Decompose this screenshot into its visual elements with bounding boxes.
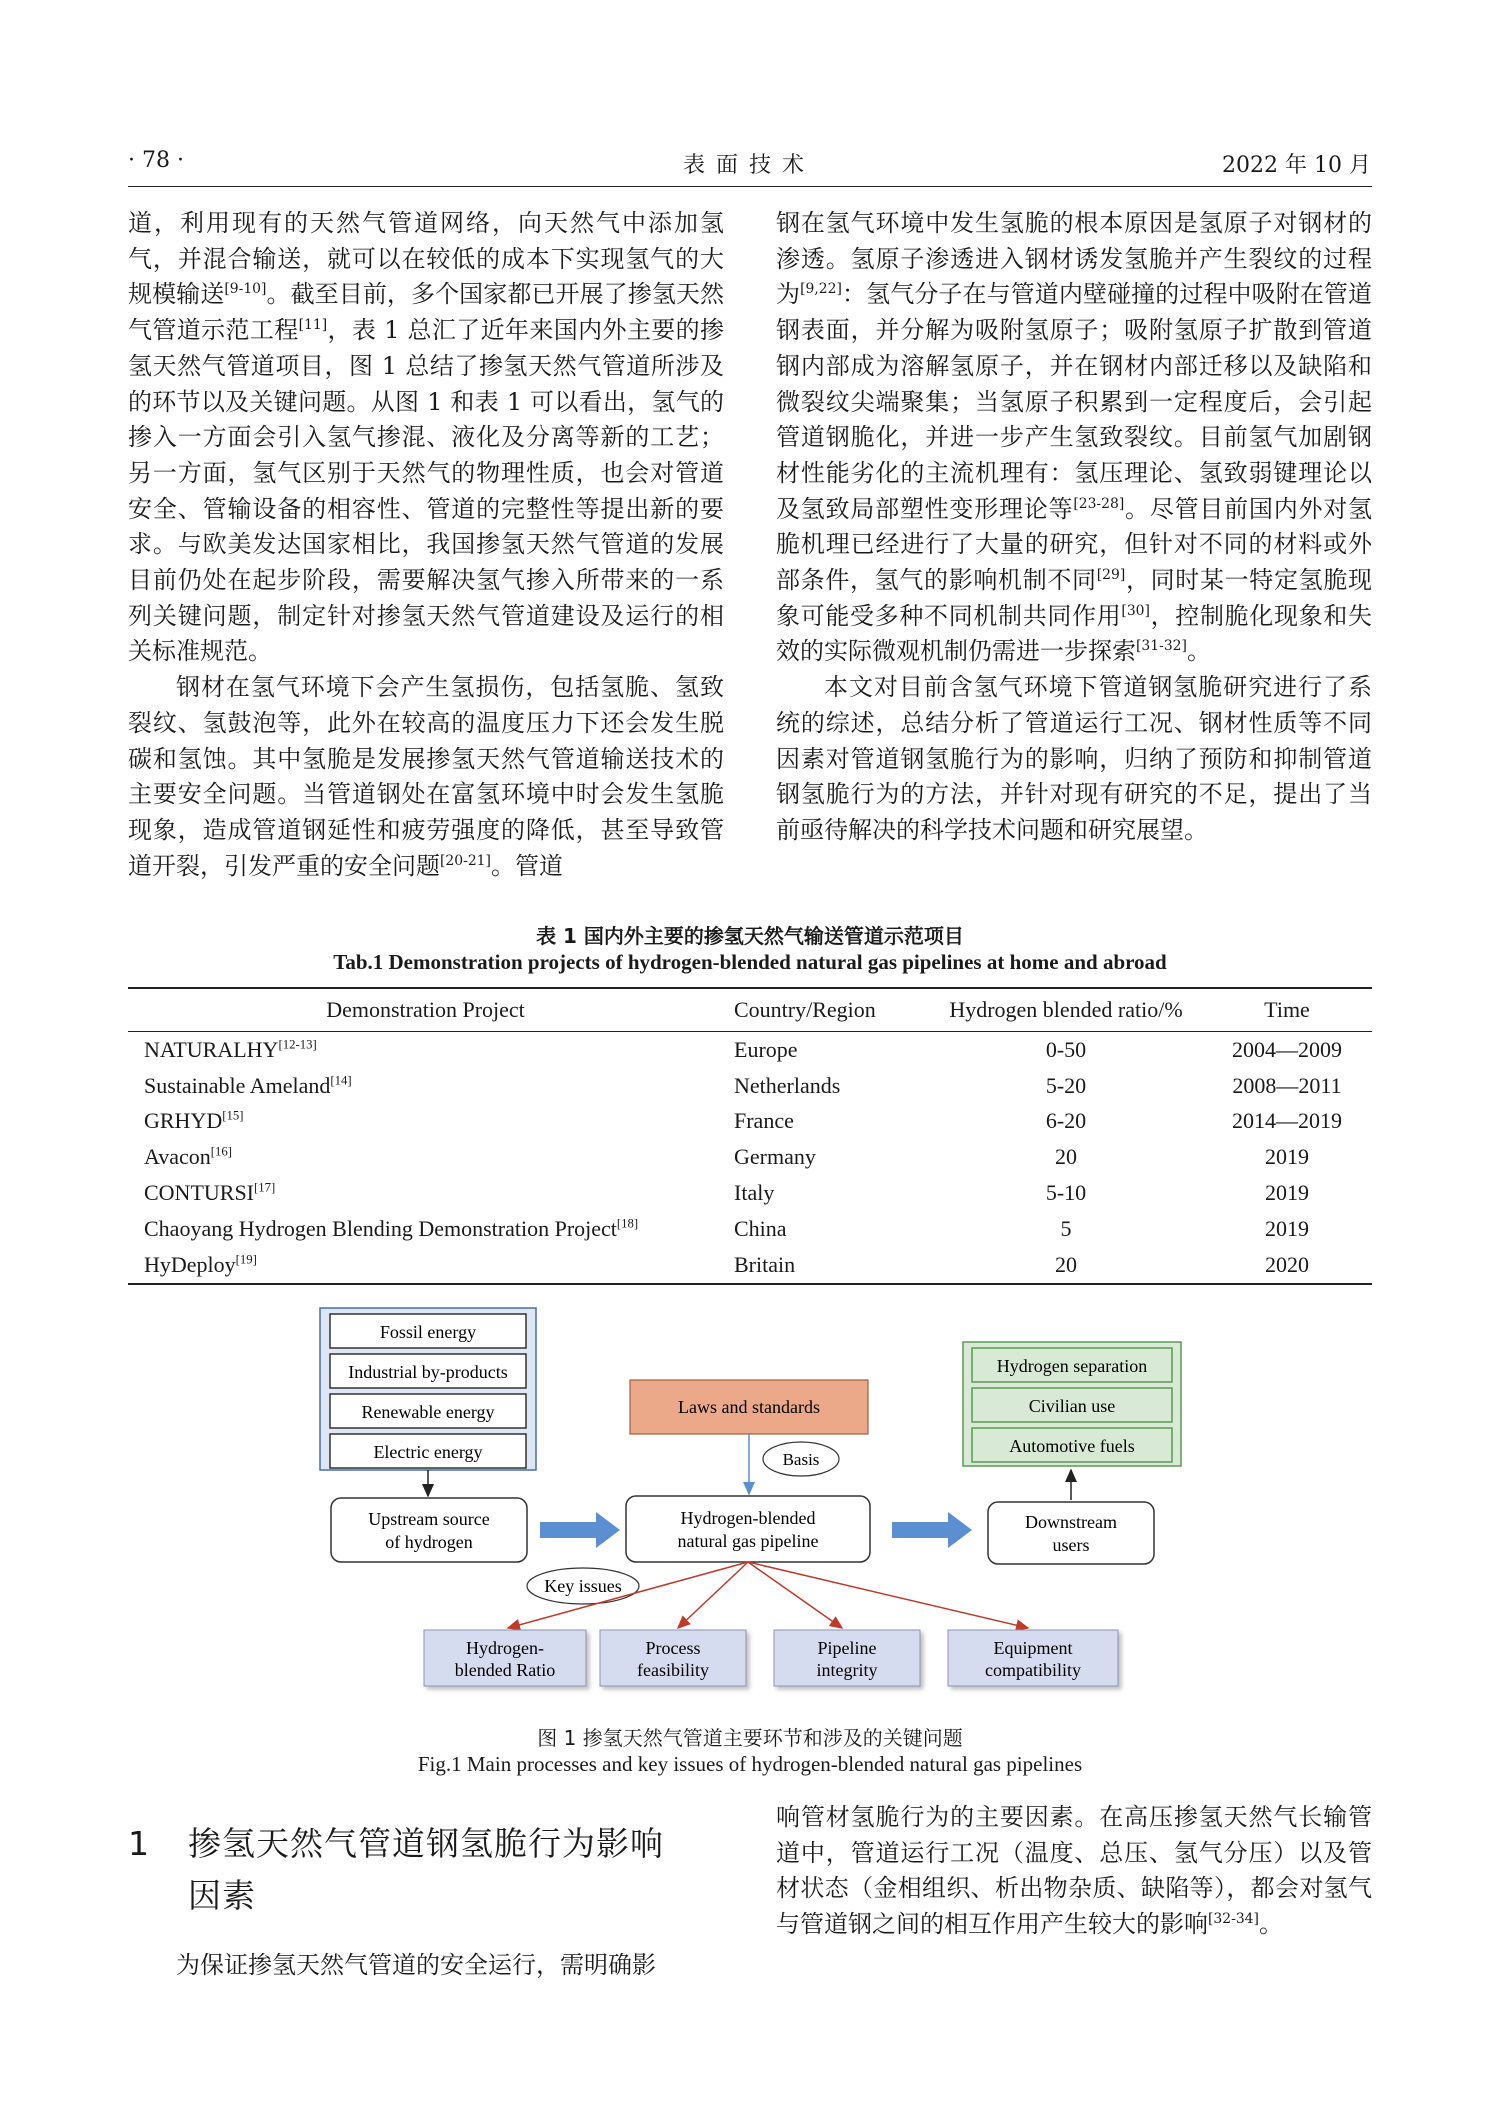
- cell-country: Netherlands: [734, 1072, 841, 1098]
- header-time: Time: [1202, 988, 1372, 1032]
- cell-ratio: 5-20: [1045, 1072, 1087, 1098]
- citation: [31-32]: [1136, 638, 1187, 655]
- issue-box: [948, 1630, 1118, 1686]
- svg-text:Renewable energy: Renewable energy: [361, 1402, 495, 1422]
- use-box: [972, 1428, 1172, 1462]
- left-column: [128, 206, 724, 884]
- source-box: [330, 1314, 526, 1348]
- citation: [11]: [298, 317, 328, 334]
- use-box: [972, 1388, 1172, 1422]
- citation: [29]: [1096, 567, 1126, 584]
- section-number: 1: [128, 1824, 149, 1863]
- section-right-text: 响管材氢脆行为的主要因素。在高压掺氢天然气长输管道中，管道运行工况（温度、总压、氢气分压）以及管材状态（金相组织、析出物杂质、缺陷等），都会对氢气与管道钢之间的相互作用产生较大的影响[32-34]。: [776, 1803, 1372, 1939]
- pipeline-box: [626, 1496, 870, 1562]
- citation: [30]: [1121, 602, 1150, 619]
- right-column: [776, 206, 1372, 849]
- right-para-2: 本文对目前含氢气环境下管道钢氢脆研究进行了系统的综述，总结分析了管道运行工况、钢材性质等不同因素对管道钢氢脆行为的影响，归纳了预防和抑制管道钢氢脆行为的方法，并针对现有研究的不足，提出了当前亟待解决的科学技术问题和研究展望。: [776, 673, 1372, 844]
- svg-text:of hydrogen: of hydrogen: [385, 1532, 473, 1552]
- issue-arrow: [748, 1562, 842, 1628]
- journal-title: 表 面 技 术: [683, 153, 806, 178]
- source-box: [330, 1354, 526, 1388]
- cell-country: China: [734, 1215, 787, 1241]
- source-box: [330, 1434, 526, 1468]
- cell-country: Germany: [734, 1144, 816, 1170]
- citation: [23-28]: [1073, 495, 1125, 512]
- cell-time: 2019: [1265, 1144, 1309, 1170]
- cell-project: GRHYD[15]: [144, 1108, 244, 1134]
- svg-text:blended Ratio: blended Ratio: [454, 1660, 556, 1680]
- svg-text:Hydrogen-: Hydrogen-: [466, 1638, 544, 1658]
- flow-arrow-right: [540, 1512, 620, 1548]
- svg-text:compatibility: compatibility: [985, 1660, 1081, 1680]
- figure-caption-cn: 图 1 掺氢天然气管道主要环节和涉及的关键问题: [537, 1726, 963, 1750]
- svg-text:Industrial by-products: Industrial by-products: [348, 1362, 508, 1382]
- cell-time: 2008—2011: [1232, 1072, 1342, 1098]
- cell-time: 2020: [1202, 1247, 1372, 1284]
- svg-text:feasibility: feasibility: [637, 1660, 709, 1680]
- svg-text:users: users: [1052, 1535, 1090, 1555]
- cell-project: Chaoyang Hydrogen Blending Demonstration Project[18]: [144, 1215, 639, 1241]
- svg-text:Pipeline: Pipeline: [817, 1638, 877, 1658]
- svg-text:Process: Process: [645, 1638, 701, 1658]
- svg-text:Laws and standards: Laws and standards: [678, 1397, 820, 1417]
- cell-time: 2019: [1265, 1180, 1309, 1206]
- basis-label: [763, 1442, 839, 1476]
- laws-box: [630, 1380, 868, 1434]
- downstream-box: [988, 1502, 1154, 1564]
- cell-project: Avacon[16]: [144, 1144, 233, 1170]
- cell-country: France: [734, 1108, 794, 1134]
- cell-project: CONTURSI[17]: [144, 1180, 276, 1206]
- page-number: · 78 ·: [128, 148, 184, 173]
- process-diagram: [128, 1290, 1372, 1720]
- cell-project: HyDeploy[19]: [128, 1247, 724, 1284]
- figure-caption-en: Fig.1 Main processes and key issues of hydrogen-blended natural gas pipelines: [417, 1752, 1083, 1776]
- svg-text:Hydrogen separation: Hydrogen separation: [996, 1356, 1148, 1376]
- header-ratio: Hydrogen blended ratio/%: [930, 988, 1202, 1032]
- header-project: Demonstration Project: [128, 988, 724, 1032]
- svg-text:Key issues: Key issues: [544, 1576, 622, 1596]
- flow-arrow-right: [892, 1512, 972, 1548]
- cell-time: 2019: [1265, 1215, 1309, 1241]
- issue-arrow: [748, 1562, 1028, 1628]
- right-para-1: 钢在氢气环境中发生氢脆的根本原因是氢原子对钢材的渗透。氢原子渗透进入钢材诱发氢脆并产生裂纹的过程为[9,22]：氢气分子在与管道内壁碰撞的过程中吸附在管道钢表面，并分解为吸附氢原子；吸附氢原子扩散到管道钢内部成为溶解氢原子，并在钢材内部迁移以及缺陷和微裂纹尖端聚集；当氢原子积累到一定程度后，会引起管道钢脆化，并进一步产生氢致裂纹。目前氢气加剧钢材性能劣化的主流机理有：氢压理论、氢致弱键理论以及氢致局部塑性变形理论等[23-28]。尽管目前国内外对氢脆机理已经进行了大量的研究，但针对不同的材料或外部条件，氢气的影响机制不同[29]，同时某一特定氢脆现象可能受多种不同机制共同作用[30]，控制脆化现象和失效的实际微观机制仍需进一步探索[31-32]。: [776, 209, 1373, 666]
- use-box: [972, 1348, 1172, 1382]
- citation: [9,22]: [800, 281, 842, 298]
- cell-country: Europe: [734, 1036, 798, 1062]
- issue-box: [424, 1630, 586, 1686]
- upstream-box: [331, 1498, 527, 1562]
- cell-project: NATURALHY[12-13]: [144, 1036, 317, 1062]
- table-caption-cn: 表 1 国内外主要的掺氢天然气输送管道示范项目: [536, 924, 964, 948]
- section-left-text: 为保证掺氢天然气管道的安全运行，需明确影: [176, 1951, 656, 1979]
- svg-text:Automotive fuels: Automotive fuels: [1009, 1436, 1135, 1456]
- issue-box: [600, 1630, 746, 1686]
- left-para-1: 道，利用现有的天然气管道网络，向天然气中添加氢气，并混合输送，就可以在较低的成本下实现氢气的大规模输送[9-10]。截至目前，多个国家都已开展了掺氢天然气管道示范工程[11]，表 1 总汇了近年来国内外主要的掺氢天然气管道项目，图 1 总结了掺氢天然气管道所涉及的环节以及关键问题。从图 1 和表 1 可以看出，氢气的掺入一方面会引入氢气掺混、液化及分离等新的工艺；另一方面，氢气区别于天然气的物理性质，也会对管道安全、管输设备的相容性、管道的完整性等提出新的要求。与欧美发达国家相比，我国掺氢天然气管道的发展目前仍处在起步阶段，需要解决氢气掺入所带来的一系列关键问题，制定针对掺氢天然气管道建设及运行的相关标准规范。: [128, 209, 725, 666]
- table-row: [128, 1032, 1372, 1068]
- table-caption-en: Tab.1 Demonstration projects of hydrogen-blended natural gas pipelines at home and abroad: [333, 950, 1167, 974]
- svg-text:natural gas pipeline: natural gas pipeline: [677, 1531, 819, 1551]
- key-issues-label: [527, 1568, 639, 1604]
- projects-table: [128, 987, 1372, 1285]
- citation: [32-34]: [1208, 1911, 1259, 1928]
- svg-text:Electric energy: Electric energy: [373, 1442, 483, 1462]
- cell-ratio: 6-20: [1045, 1108, 1087, 1134]
- cell-time: 2004—2009: [1232, 1036, 1342, 1062]
- source-box: [330, 1394, 526, 1428]
- table-row: [128, 1104, 1372, 1140]
- table-row: [128, 1247, 1372, 1284]
- cell-country: Italy: [734, 1180, 775, 1206]
- svg-text:Downstream: Downstream: [1025, 1512, 1117, 1532]
- issue-box: [774, 1630, 920, 1686]
- table-row: [128, 1139, 1372, 1175]
- issue-date: 2022 年 10 月: [1222, 153, 1371, 178]
- citation: [20-21]: [440, 852, 491, 869]
- svg-text:Upstream source: Upstream source: [368, 1509, 490, 1529]
- svg-text:Fossil energy: Fossil energy: [379, 1322, 477, 1342]
- svg-text:Hydrogen-blended: Hydrogen-blended: [680, 1508, 816, 1528]
- left-para-2: 钢材在氢气环境下会产生氢损伤，包括氢脆、氢致裂纹、氢鼓泡等，此外在较高的温度压力下还会发生脱碳和氢蚀。其中氢脆是发展掺氢天然气管道输送技术的主要安全问题。当管道钢处在富氢环境中时会发生氢脆现象，造成管道钢延性和疲劳强度的降低，甚至导致管道开裂，引发严重的安全问题[20-21]。管道: [128, 673, 724, 880]
- svg-text:Basis: Basis: [782, 1450, 820, 1469]
- table-row: [128, 1175, 1372, 1211]
- cell-ratio: 20: [1055, 1144, 1077, 1170]
- cell-ratio: 20: [930, 1247, 1202, 1284]
- cell-project: Sustainable Ameland[14]: [144, 1072, 352, 1098]
- cell-ratio: 5: [1060, 1215, 1072, 1241]
- section-title: 掺氢天然气管道钢氢脆行为影响 因素: [188, 1824, 664, 1915]
- svg-text:Civilian use: Civilian use: [1028, 1396, 1116, 1416]
- cell-time: 2014—2019: [1232, 1108, 1342, 1134]
- cell-ratio: 0-50: [1045, 1036, 1087, 1062]
- table-row: [128, 1211, 1372, 1247]
- table-header-row: [128, 988, 1372, 1032]
- svg-text:integrity: integrity: [816, 1660, 878, 1680]
- citation: [9-10]: [224, 281, 267, 298]
- header-country: Country/Region: [724, 988, 930, 1032]
- svg-text:Equipment: Equipment: [993, 1638, 1073, 1658]
- cell-ratio: 5-10: [1045, 1180, 1087, 1206]
- table-row: [128, 1068, 1372, 1104]
- cell-country: Britain: [724, 1247, 930, 1284]
- header-rule: [128, 186, 1372, 187]
